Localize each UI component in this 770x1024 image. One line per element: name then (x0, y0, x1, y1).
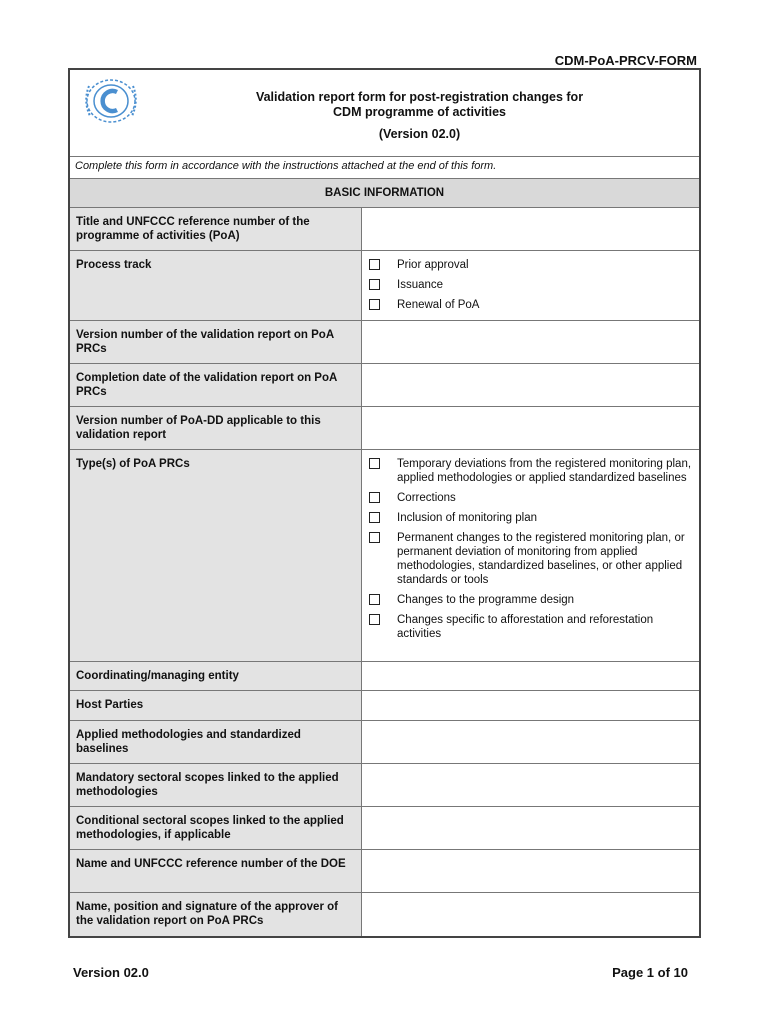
form-header (70, 70, 699, 157)
form-version: (Version 02.0) (378, 127, 461, 141)
row-doe (70, 850, 699, 893)
checkbox[interactable] (369, 594, 380, 605)
validation-form (68, 68, 701, 938)
title-reference-field[interactable] (362, 208, 699, 250)
option-issuance[interactable]: Issuance (368, 278, 693, 292)
row-label: Mandatory sectoral scopes linked to the applied methodologies (70, 764, 362, 806)
section-heading: BASIC INFORMATION (70, 179, 699, 208)
checkbox[interactable] (369, 299, 380, 310)
row-label: Name, position and signature of the approver of the validation report on PoA PRCs (70, 893, 362, 936)
document-code: CDM-PoA-PRCV-FORM (554, 53, 697, 68)
option-afforestation-changes[interactable]: Changes specific to afforestation and reforestation activities (368, 613, 693, 641)
checkbox[interactable] (369, 492, 380, 503)
row-host-parties (70, 691, 699, 721)
methodologies-field[interactable] (362, 721, 699, 763)
checkbox[interactable] (369, 279, 380, 290)
option-programme-design-changes[interactable]: Changes to the programme design (368, 593, 693, 607)
page-number: Page 1 of 10 (612, 965, 688, 980)
conditional-scopes-field[interactable] (362, 807, 699, 849)
prc-type-options (362, 450, 699, 661)
option-temporary-deviations[interactable]: Temporary deviations from the registered monitoring plan, applied methodologies or applied standardized baselines (368, 457, 693, 485)
host-parties-field[interactable] (362, 691, 699, 720)
row-prc-types (70, 450, 699, 662)
row-approver (70, 893, 699, 936)
form-title-line2: CDM programme of activities (333, 105, 506, 119)
completion-date-field[interactable] (362, 364, 699, 406)
checkbox[interactable] (369, 532, 380, 543)
report-version-field[interactable] (362, 321, 699, 363)
checkbox[interactable] (369, 458, 380, 469)
form-title (160, 90, 679, 142)
row-title-reference (70, 208, 699, 251)
checkbox[interactable] (369, 259, 380, 270)
form-title-line1: Validation report form for post-registration changes for (255, 90, 584, 104)
coordinating-entity-field[interactable] (362, 662, 699, 690)
checkbox[interactable] (369, 512, 380, 523)
process-track-options (362, 251, 699, 320)
row-methodologies (70, 721, 699, 764)
option-corrections[interactable]: Corrections (368, 491, 693, 505)
approver-field[interactable] (362, 893, 699, 936)
unfccc-logo (80, 76, 142, 126)
row-label: Host Parties (70, 691, 362, 720)
row-label: Conditional sectoral scopes linked to the applied methodologies, if applicable (70, 807, 362, 849)
row-poa-dd-version (70, 407, 699, 450)
form-instruction: Complete this form in accordance with the instructions attached at the end of this form. (70, 157, 699, 179)
option-prior-approval[interactable]: Prior approval (368, 258, 693, 272)
row-process-track (70, 251, 699, 321)
row-label: Title and UNFCCC reference number of the programme of activities (PoA) (70, 208, 362, 250)
option-renewal-of-poa[interactable]: Renewal of PoA (368, 298, 693, 312)
footer-version: Version 02.0 (73, 965, 149, 980)
option-inclusion-monitoring-plan[interactable]: Inclusion of monitoring plan (368, 511, 693, 525)
row-label: Applied methodologies and standardized baselines (70, 721, 362, 763)
row-label: Coordinating/managing entity (70, 662, 362, 690)
checkbox[interactable] (369, 614, 380, 625)
doe-field[interactable] (362, 850, 699, 892)
row-label: Process track (70, 251, 362, 320)
row-conditional-scopes (70, 807, 699, 850)
mandatory-scopes-field[interactable] (362, 764, 699, 806)
row-label: Completion date of the validation report on PoA PRCs (70, 364, 362, 406)
row-label: Version number of the validation report on PoA PRCs (70, 321, 362, 363)
option-permanent-changes[interactable]: Permanent changes to the registered monitoring plan, or permanent deviation of monitoring from applied methodologies, standardized baselines, or other applied standards or tools (368, 531, 693, 587)
poa-dd-version-field[interactable] (362, 407, 699, 449)
row-label: Type(s) of PoA PRCs (70, 450, 362, 661)
row-report-version (70, 321, 699, 364)
row-label: Version number of PoA-DD applicable to this validation report (70, 407, 362, 449)
row-coordinating-entity (70, 662, 699, 691)
row-label: Name and UNFCCC reference number of the DOE (70, 850, 362, 892)
row-mandatory-scopes (70, 764, 699, 807)
row-completion-date (70, 364, 699, 407)
